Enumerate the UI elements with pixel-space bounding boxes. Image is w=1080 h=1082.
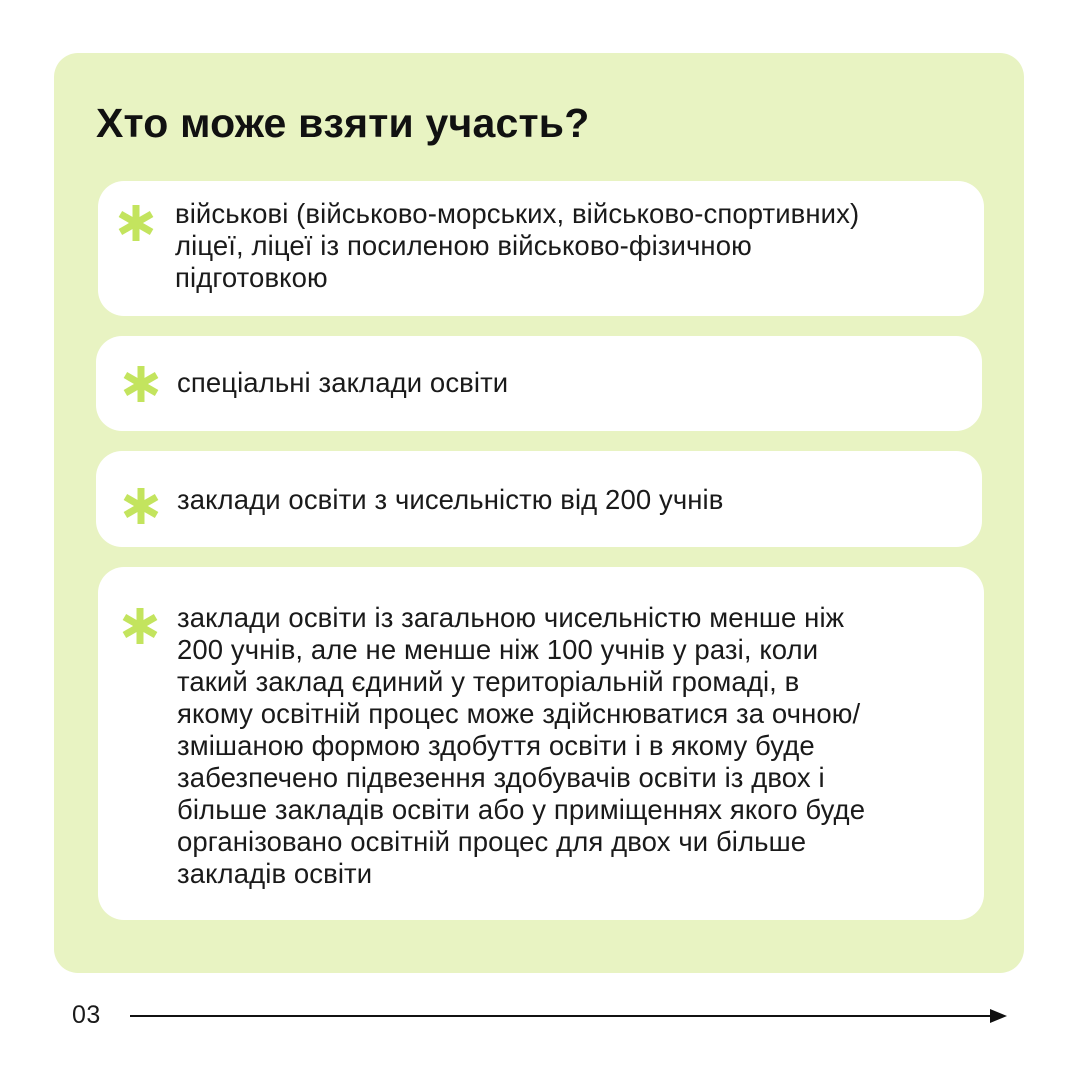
list-item — [96, 336, 982, 431]
text-line: забезпечено підвезення здобувачів освіти із двох і — [177, 762, 825, 793]
list-item-text — [175, 198, 859, 294]
text-line: військові (військово-морських, військово-спортивних) — [175, 198, 860, 229]
list-item-text — [177, 602, 865, 890]
text-line: спеціальні заклади освіти — [177, 367, 509, 398]
asterisk-icon — [121, 486, 161, 526]
asterisk-icon — [116, 203, 156, 243]
text-line: заклади освіти з чисельністю від 200 учнів — [177, 484, 724, 515]
text-line: ліцеї, ліцеї із посиленою військово-фізичною — [175, 230, 752, 261]
text-line: змішаною формою здобуття освіти і в якому буде — [177, 730, 815, 761]
text-line: такий заклад єдиний у територіальній громаді, в — [177, 666, 800, 697]
text-line: підготовкою — [175, 262, 328, 293]
list-item-text — [177, 367, 508, 399]
text-line: організовано освітній процес для двох чи більше — [177, 826, 807, 857]
text-line: більше закладів освіти або у приміщеннях якого буде — [177, 794, 866, 825]
asterisk-icon — [120, 606, 160, 646]
asterisk-icon — [121, 364, 161, 404]
list-item-text — [177, 484, 723, 516]
text-line: заклади освіти із загальною чисельністю менше ніж — [177, 602, 845, 633]
text-line: 200 учнів, але не менше ніж 100 учнів у разі, коли — [177, 634, 819, 665]
text-line: закладів освіти — [177, 858, 373, 889]
text-line: якому освітній процес може здійснюватися за очною/ — [177, 698, 861, 729]
page-title: Хто може взяти участь? — [96, 100, 590, 146]
arrow-right-icon[interactable] — [130, 1006, 1008, 1026]
list-item — [98, 181, 984, 316]
list-item — [98, 567, 984, 920]
page-number: 03 — [72, 1001, 101, 1029]
list-item — [96, 451, 982, 547]
